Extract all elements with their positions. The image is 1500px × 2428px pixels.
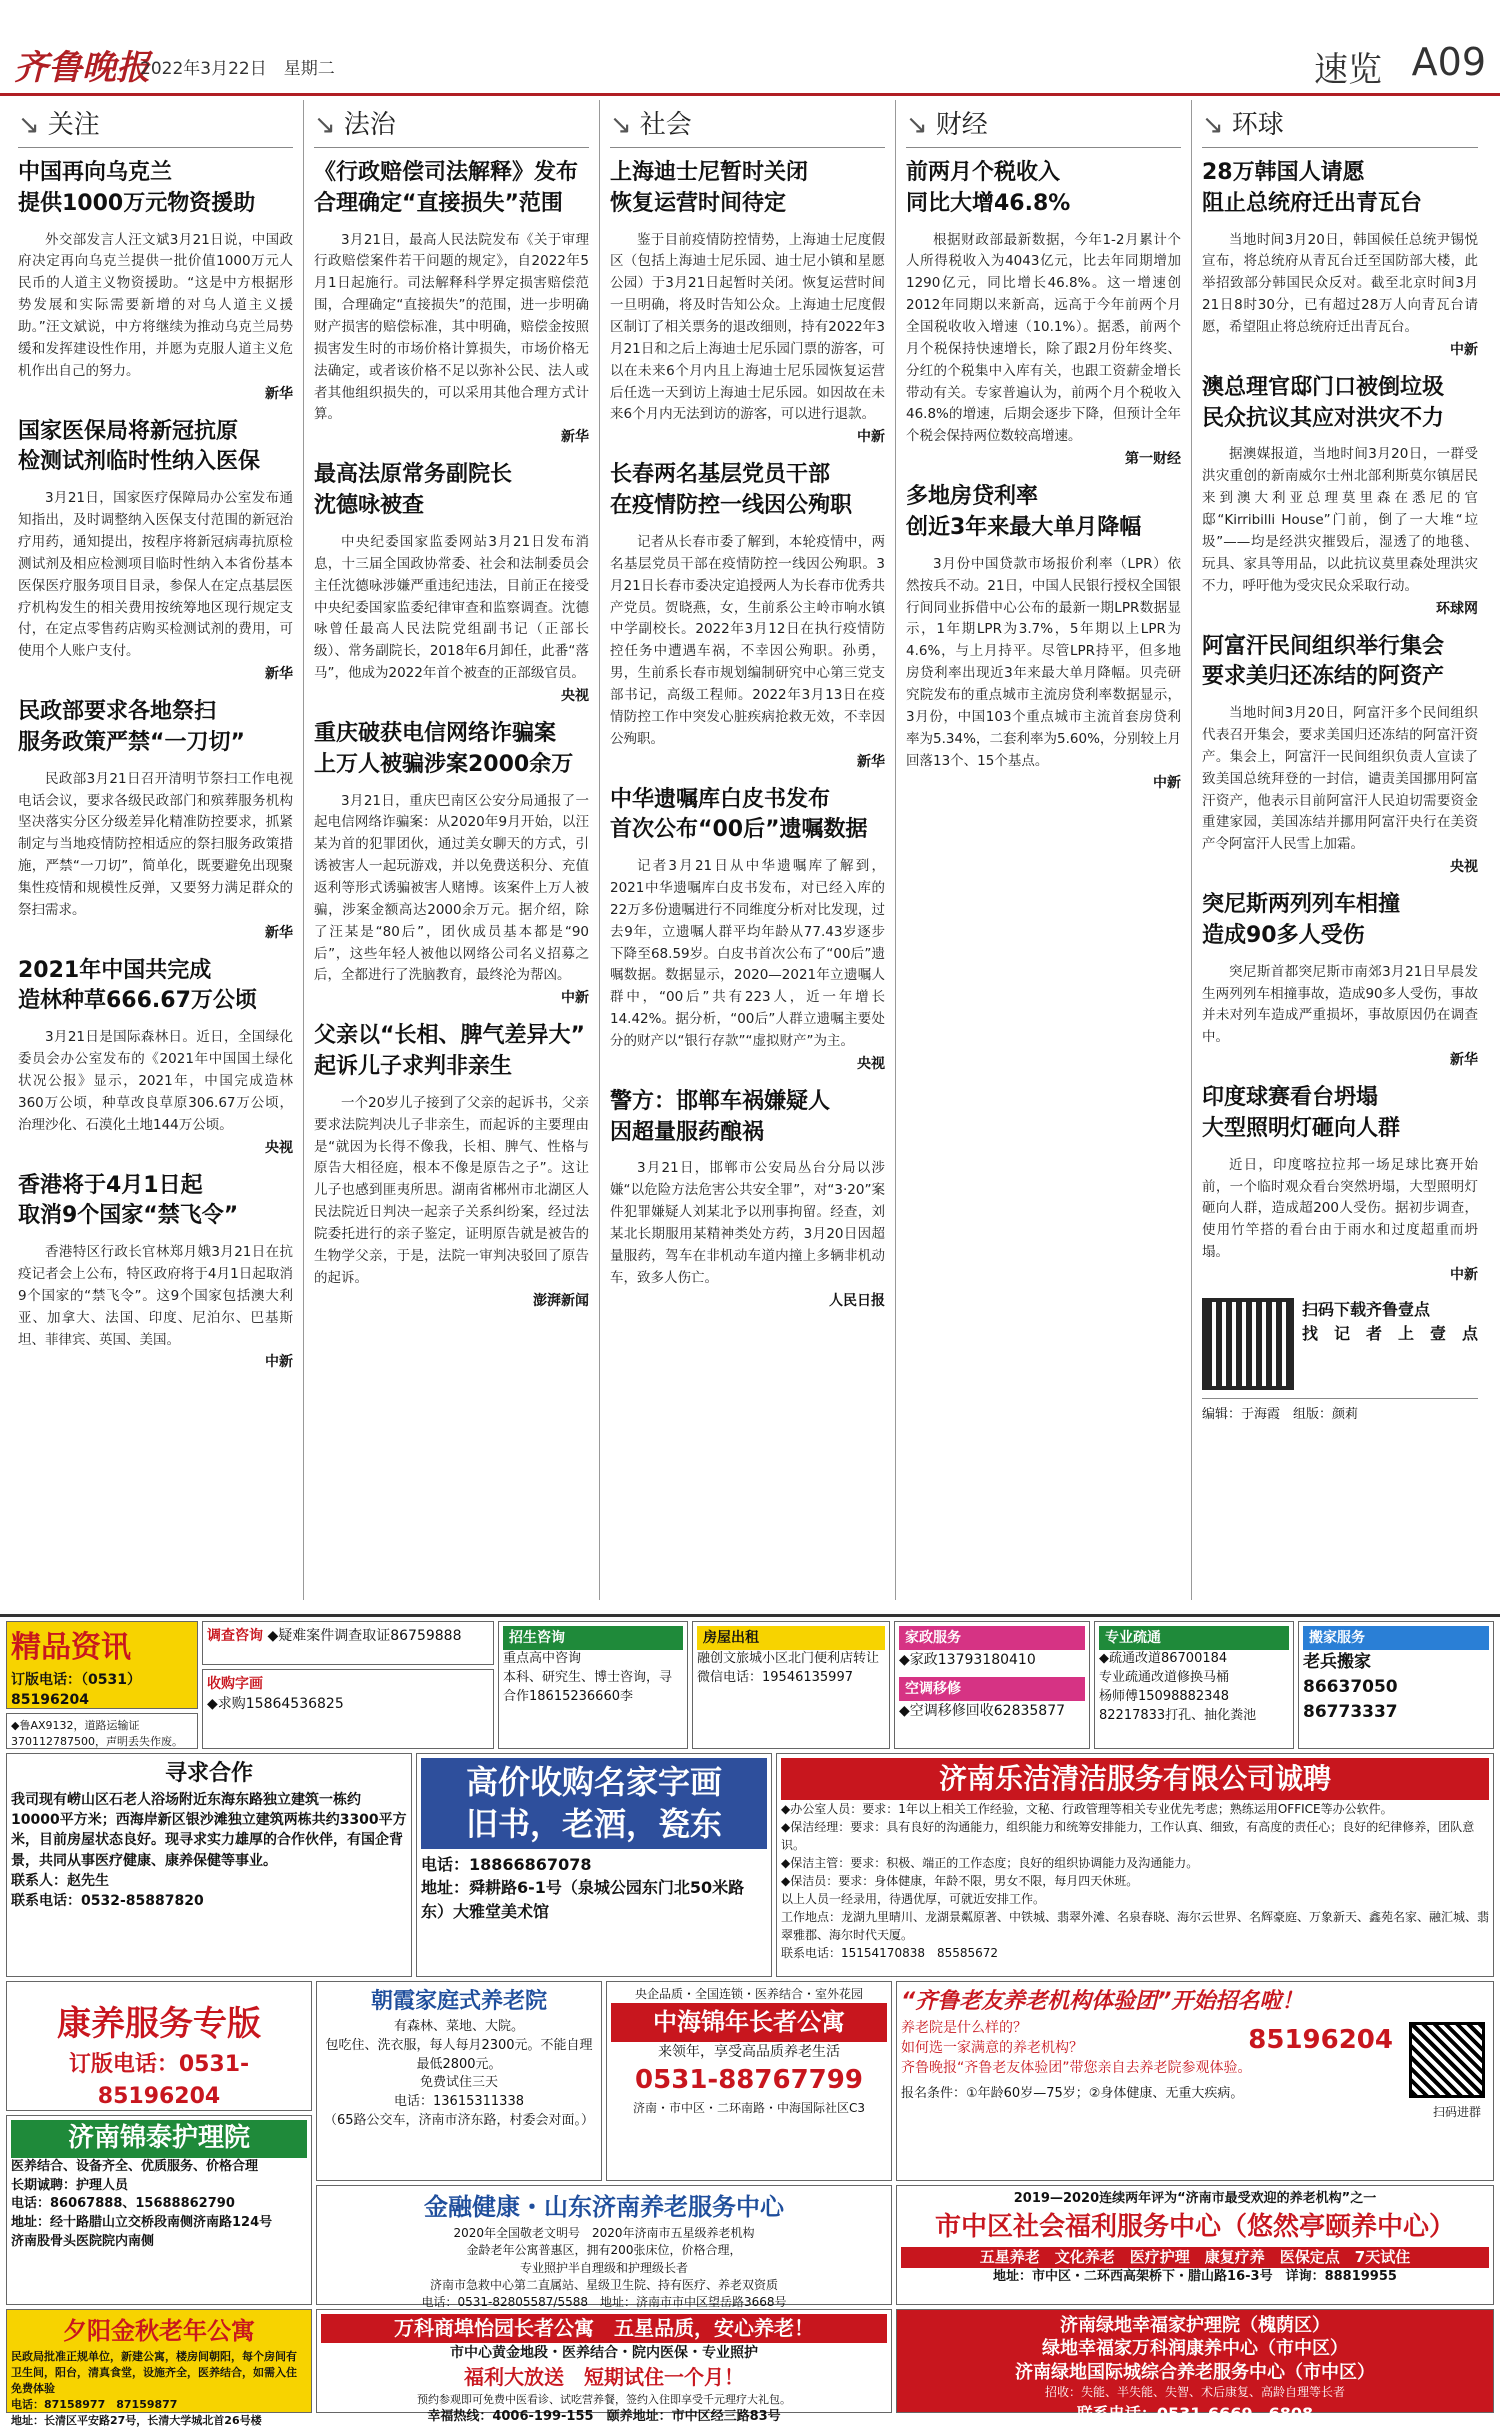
article-headline: 父亲以“长相、脾气差异大” 起诉儿子求判非亲生 [314,1023,585,1080]
ad-xiyang [6,2309,312,2427]
article [18,697,293,942]
article [314,158,589,446]
article-headline: 印度球赛看台坍塌 大型照明灯砸向人群 [1202,1085,1401,1141]
ad-lvdi-recruit: 招收：失能、半失能、失智、术后康复、高龄自理等长者 [1044,2385,1345,2400]
ad-shouguo-title: 高价收购名家字画 旧书，老酒，瓷东 [421,1758,767,1849]
article [18,158,293,403]
ad-shouhua-title: 收购字画 [207,1676,263,1692]
column-title: 环球 [1231,110,1284,140]
column-header [18,100,293,148]
article-body: 3月21日，最高人民法院发布《关于审理行政赔偿案件若干问题的规定》，自2022年5月1日起施行。司法解释科学界定损害赔偿范围，合理确定“直接损失”的范围，进一步明确财产损害的赔偿标准，其中明确，赔偿金按照损害发生时的市场价格计算损失，市场价格无法确定，或者该价格不足以弥补公民、法人或者其他组织损失的，可以采用其他合理方式计算。 [314,231,589,423]
article [1202,890,1478,1069]
article [610,460,885,770]
ads-section [0,1614,1500,2427]
ad-shouhua-text: ◆求购15864536825 [207,1696,344,1713]
ad-fangwu-title: 房屋出租 [697,1626,885,1650]
article-headline: 最高法原常务副院长 沈德咏被查 [314,462,513,519]
ad-jiazheng-text: ◆家政13793180410 [899,1652,1036,1669]
ad-lvdi-lines: 济南绿地幸福家护理院（槐荫区） 绿地幸福家万科润康养中心（市中区） 济南绿地国际城综合养老服务中心（市中区） [1015,2315,1375,2383]
column-0 [8,100,304,1600]
ad-shandong-title: 金融健康・山东济南养老服务中心 [424,2193,784,2221]
article-headline: 2021年中国共完成 造林种草666.67万公顷 [18,957,257,1014]
ad-jiazheng-title: 家政服务 [899,1626,1085,1650]
ad-shizhongqu-tags: 五星养老 文化养老 医疗护理 康复疗养 医保定点 7天试住 [901,2247,1489,2269]
article-source: 中新 [1153,775,1181,792]
ad-shouguo-text: 电话：18866867078 地址：舜耕路6-1号（泉城公园东门北50米路东）大雅堂美术馆 [421,1855,745,1921]
article-source: 第一财经 [1125,451,1181,468]
arrow-icon: ↘ [906,110,928,140]
ad-fangwu [692,1621,890,1749]
article-body: 近日，印度喀拉拉邦一场足球比赛开始前，一个临时观众看台突然坍塌，大型照明灯砸向人群，造成超200人受伤。据初步调查，使用竹竿搭的看台由于雨水和过度超重而坍塌。 [1202,1156,1478,1261]
newspaper-logo: 齐鲁晚报 [14,48,150,88]
article-body: 当地时间3月20日，阿富汗多个民间组织代表召开集会，要求美国归还冻结的阿富汗资产。集会上，阿富汗一民间组织负责人宣读了致美国总统拜登的一封信，谴责美国挪用阿富汗资产，他表示目前阿富汗人民迫切需要资金重建家园，美国冻结并挪用阿富汗央行在美资产令阿富汗人民雪上加霜。 [1202,705,1478,853]
article-body: 当地时间3月20日，韩国候任总统尹锡悦宣布，将总统府从青瓦台迁至国防部大楼，此举招致部分韩国民众反对。截至北京时间3月21日8时30分，已有超过28万人向青瓦台请愿，希望阻止将总统府迁出青瓦台。 [1202,231,1478,336]
article [18,956,293,1157]
column-header [1202,100,1478,148]
article-headline: 重庆破获电信网络诈骗案 上万人被骗涉案2000余万 [314,720,574,777]
ad-yinan-text: ◆疑难案件调查取证86759888 [267,1628,462,1644]
ad-xunqiu-text: 我司现有崂山区石老人浴场附近东海东路独立建筑一栋约10000平方米；西海岸新区银沙滩独立建筑两栋共约3300平方米，目前房屋状态良好。现寻求实力雄厚的合作伙伴，有国企背景，共同从事医疗健康、康养保健等事业。 联系人：赵先生 联系电话：0532-85887820 [11,1791,407,1910]
page-number: A09 [1411,40,1486,84]
column-header [906,100,1181,148]
ad-zhuanye-title: 专业疏通 [1099,1626,1289,1650]
article-source: 中新 [857,429,885,446]
ad-jingpin [6,1621,198,1709]
article-source: 中新 [1450,1267,1478,1284]
ad-shouhua [202,1669,494,1749]
ad-jingpin-phone: 订版电话：（0531）85196204 [11,1671,141,1708]
ad-jingpin-title: 精品资讯 [11,1630,131,1665]
article-source: 环球网 [1436,600,1478,617]
ad-shandong-text: 2020年全国敬老文明号 2020年济南市五星级养老机构 金龄老年公寓普惠区，拥有200张床位，价格合理， 专业照护半自理级和护理级长者 济南市急救中心第二直属站、星级卫生院、持有医疗、养老双资质 电话：0531-82805587/5588 地址：济南市市中区望岳路3668号 [421,2225,787,2310]
article [18,1171,293,1372]
article-headline: 警方：邯郸车祸嫌疑人 因超量服药酿祸 [610,1088,831,1145]
ad-wanke-sub: 市中心黄金地段・医养结合・院内医保・专业照护 [450,2345,758,2361]
editor-credit: 编辑：于海霞 组版：颜莉 [1202,1398,1478,1422]
article-headline: 突尼斯两列列车相撞 造成90多人受伤 [1202,892,1401,948]
qr-block [1202,1298,1478,1390]
article-body: 3月21日，重庆巴南区公安分局通报了一起电信网络诈骗案：从2020年9月开始，以汪某为首的犯罪团伙，通过美女聊天的方式，引诱被害人一起玩游戏，并以免费送积分、充值返利等形式诱骗被害人赌博。该案件上万人被骗，涉案金额高达2000余万元。据介绍，除了汪某是“80后”，团伙成员基本都是“90后”，这些年轻人被他以网络公司名义招募之后，全都进行了洗脑教育，最终沦为帮凶。 [314,792,589,984]
ad-zhonghai-sub: 来领年，享受高品质养老生活 [658,2044,840,2061]
ad-zhaosheng [498,1621,688,1749]
news-columns [8,100,1492,1600]
article-source: 人民日报 [829,1292,885,1309]
ad-zhuanye [1094,1621,1294,1749]
article-body: 记者3月21日从中华遗嘱库了解到，2021中华遗嘱库白皮书发布，对已经入库的22万多份遗嘱进行不同维度分析对比发现，过去9年，立遗嘱人群平均年龄从77.43岁逐步下降至68.59岁。白皮书首次公布了“00后”遗嘱数据。数据显示，2020—2021年立遗嘱人群中，“00后”共有223人，近一年增长14.42%。据分析，“00后”人群立遗嘱主要处分的财产以“银行存款”“虚拟财产”为主。 [610,858,885,1049]
qr-code-icon [1202,1298,1294,1390]
ad-wanke-phone: 幸福热线：4006-199-155 颐养地址：市中区经三路83号 [427,2409,781,2425]
ad-shizhongqu-title: 市中区社会福利服务中心（悠然亭颐养中心） [934,2211,1455,2242]
article-body: 3月21日，邯郸市公安局丛台分局以涉嫌“以危险方法危害公共安全罪”，对“3·20”案件犯罪嫌疑人刘某北予以刑事拘留。经查，刘某北长期服用某精神类处方药，3月20日因超量服药，驾车在非机动车道内撞上多辆非机动车，致多人伤亡。 [610,1160,885,1286]
ad-kongtiao-text: ◆空调移修回收62835877 [899,1702,1066,1719]
ad-fangwu-text: 融创文旅城小区北门便利店转让 微信电话：19546135997 [697,1651,880,1686]
ad-zhaosheng-text: 重点高中咨询 本科、研究生、博士咨询，寻合作18615236660李 [503,1651,673,1704]
ad-xiyang-title: 夕阳金秋老年公寓 [63,2317,255,2345]
article-body: 据澳媒报道，当地时间3月20日，一群受洪灾重创的新南威尔士州北部利斯莫尔镇居民来到澳大利亚总理莫里森在悉尼的官邸“Kirribilli House”门前，倒了一大堆“垃圾”——均是经洪灾摧毁后，湿透了的地毯、玩具、家具等用品，以此抗议莫里森处理洪灾不力，呼吁他为受灾民众采取行动。 [1202,446,1478,594]
article [906,158,1181,468]
ad-wanke [316,2309,892,2425]
column-2 [600,100,896,1600]
article-body: 外交部发言人汪文斌3月21日说，中国政府决定再向乌克兰提供一批价值1000万元人民币的人道主义物资援助。“这是中方根据形势发展和实际需要新增的对乌人道主义援助。”汪文斌说，中方将继续为推动乌克兰局势缓和发挥建设性作用，并愿为克服人道主义危机作出自己的努力。 [18,231,293,379]
article [610,1087,885,1310]
ad-shizhongqu [896,2185,1494,2305]
masthead [0,0,1500,96]
arrow-icon: ↘ [610,110,632,140]
article [610,158,885,446]
ad-kangyang [6,1981,312,2111]
ad-jiazheng [894,1621,1090,1749]
article [314,460,589,705]
article-source: 央视 [1450,859,1478,876]
column-header [314,100,589,148]
article-headline: 阿富汗民间组织举行集会 要求美归还冻结的阿资产 [1202,633,1445,690]
article [1202,1083,1478,1284]
article-body: 记者从长春市委了解到，本轮疫情中，两名基层党员干部在疫情防控一线因公殉职。3月21日长春市委决定追授两人为长春市优秀共产党员。贺晓燕，女，生前系公主岭市响水镇中学副校长。2022年3月12日在执行疫情防控任务中遭遇车祸，不幸因公殉职。孙勇，男，生前系长春市规划编制研究中心第三党支部书记，高级工程师。2022年3月13日在疫情防控工作中突发心脏疾病抢救无效，不幸因公殉职。 [610,533,885,747]
article-source: 中新 [1450,341,1478,358]
qr-caption: 扫码下载齐鲁壹点 找 记 者 上 壹 点 [1302,1300,1479,1344]
article-body: 3月份中国贷款市场报价利率（LPR）依然按兵不动。21日，中国人民银行授权全国银行间同业拆借中心公布的最新一期LPR数据显示，1年期LPR为3.7%，5年期以上LPR为4.6%，与上月持平。尽管LPR持平，但多地房贷利率出现近3年来最大单月降幅。贝壳研究院发布的重点城市主流房贷利率数据显示，3月份，中国103个重点城市主流首套房贷利率为5.34%，二套利率为5.60%，分别较上月回落13个、15个基点。 [906,555,1181,769]
article-headline: 《行政赔偿司法解释》发布 合理确定“直接损失”范围 [314,160,579,216]
issue-date: 2022年3月22日 星期二 [140,59,335,79]
arrow-icon: ↘ [1202,110,1224,140]
column-1 [304,100,600,1600]
ad-qilu-title: “齐鲁老友养老机构体验团”开始招名啦！ [901,1989,1304,2014]
ad-zhonghai-addr: 济南・市中区・二环南路・中海国际社区C3 [632,2101,865,2116]
article-headline: 上海迪士尼暂时关闭 恢复运营时间待定 [610,160,809,216]
column-title: 法治 [343,110,396,140]
article-headline: 澳总理官邸门口被倒垃圾 民众抗议其应对洪灾不力 [1202,374,1445,431]
ad-yinan [202,1621,494,1665]
ad-shizhongqu-top: 2019—2020连续两年评为“济南市最受欢迎的养老机构”之一 [1013,2191,1377,2206]
ad-zhaoxia [316,1981,602,2181]
column-header [610,100,885,148]
article-source: 央视 [857,1055,885,1072]
article-headline: 国家医保局将新冠抗原 检测试剂临时性纳入医保 [18,418,261,475]
article [610,785,885,1073]
article [1202,373,1478,618]
qr-code-icon [1409,2022,1485,2098]
ad-zhonghai-phone: 0531-88767799 [635,2065,863,2096]
article-body: 中央纪委国家监委网站3月21日发布消息，十三届全国政协常委、社会和法制委员会主任沈德咏涉嫌严重违纪违法，目前正在接受中央纪委国家监委纪律审查和监察调查。沈德咏曾任最高人民法院党组副书记（正部长级）、常务副院长，2018年6月卸任，此番“落马”，他成为2022年首个被查的正部级官员。 [314,533,589,682]
ad-xunqiu [6,1753,412,1977]
ad-wanke-note: 预约参观即可免费中医看诊、试吃营养餐，签约入住即享受千元理疗大礼包。 [417,2393,791,2407]
column-3 [896,100,1192,1600]
ad-zhuanye-text: ◆疏通改道86700184 专业疏通改道修换马桶 杨师傅15098882348 82217833打孔、抽化粪池 [1099,1651,1257,1723]
arrow-icon: ↘ [18,110,40,140]
ad-banjia [1298,1621,1494,1749]
article-body: 根据财政部最新数据，今年1-2月累计个人所得税收入为4043亿元，比去年同期增加1290亿元，同比增长46.8%。这一增速创2012年同期以来新高，远高于今年前两个月全国税收收入增速（10.1%）。据悉，前两个月个税保持快速增长，除了跟2月份年终奖、分红的个税集中入库有关，也跟工资薪金增长带动有关。专家普遍认为，前两个月个税收入46.8%的增速，后期会逐步下降，但预计全年个税会保持两位数较高增速。 [906,231,1181,445]
article-headline: 中国再向乌克兰 提供1000万元物资援助 [18,160,256,216]
ad-jintai [6,2115,312,2305]
ad-jintai-title: 济南锦泰护理院 [11,2120,307,2158]
ad-zhaoxia-title: 朝霞家庭式养老院 [370,1989,547,2014]
article-source: 新华 [1450,1052,1478,1069]
ad-lejie [776,1753,1494,1977]
section-name: 速览 [1314,50,1382,90]
article-headline: 民政部要求各地祭扫 服务政策严禁“一刀切” [18,699,245,755]
ad-kangyang-title: 康养服务专版 [57,2004,261,2044]
article-body: 香港特区行政长官林郑月娥3月21日在抗疫记者会上公布，特区政府将于4月1日起取消9个国家的“禁飞令”。这9个国家包括澳大利亚、加拿大、法国、印度、尼泊尔、巴基斯坦、菲律宾、英国、美国。 [18,1244,293,1348]
article [906,482,1181,792]
article-headline: 前两月个税收入 同比大增46.8% [906,160,1071,216]
ad-lvdi [896,2309,1494,2423]
article-body: 一个20岁儿子接到了父亲的起诉书，父亲要求法院判决儿子非亲生，而起诉的主要理由是“就因为长得不像我，长相、脾气、性格与原告大相径庭，根本不像是原告之子”。这让儿子也感到匪夷所思。湖南省郴州市北湖区人民法院近日判决一起亲子关系纠纷案，经过法院委托进行的亲子鉴定，证明原告就是被告的生物学父亲，于是，法院一审判决驳回了原告的起诉。 [314,1094,589,1286]
article-headline: 28万韩国人请愿 阻止总统府迁出青瓦台 [1202,160,1423,216]
ad-banjia-title: 搬家服务 [1303,1626,1489,1650]
article-source: 中新 [561,990,589,1007]
column-title: 社会 [639,110,692,140]
ad-wanke-promo: 福利大放送 短期试住一个月！ [464,2365,744,2390]
article [314,1021,589,1309]
ad-zhaosheng-title: 招生咨询 [503,1626,683,1650]
column-title: 关注 [47,110,100,140]
ad-zhonghai-top: 央企品质・全国连锁・医养结合・室外花园 [634,1987,863,2001]
column-4 [1192,100,1488,1600]
article-source: 新华 [265,666,293,683]
ad-wanke-title: 万科商埠怡园长者公寓 五星品质，安心养老！ [321,2314,887,2343]
ad-lvdi-phone: 联系电话：0531-6669 6808 [1076,2403,1314,2423]
article-source: 澎湃新闻 [533,1292,589,1309]
ad-shouguo [416,1753,772,1977]
article [1202,158,1478,359]
ad-zhonghai [606,1981,892,2181]
article-source: 新华 [561,429,589,446]
ad-qilu-scan: 扫码进群 [1432,2105,1481,2119]
article-source: 中新 [265,1354,293,1371]
article-headline: 中华遗嘱库白皮书发布 首次公布“00后”遗嘱数据 [610,786,868,843]
ad-zhonghai-title: 中海锦年长者公寓 [611,2003,887,2042]
ad-xiyang-text: 民政局批准正规单位，新建公寓，楼房间朝阳，每个房间有卫生间，阳台，清真食堂，设施齐全，医养结合，如需入住免费体验 电话：87158977 87159877 地址：长清区平安路27号，长清大学城北首26号楼 [11,2349,297,2427]
article [314,719,589,1007]
ad-jintai-text: 医养结合、设备齐全、优质服务、价格合理 长期诚聘：护理人员 电话：86067888、15688862790 地址：经十路腊山立交桥段南侧济南路124号 济南股骨头医院院内南侧 [11,2158,273,2250]
article-body: 3月21日是国际森林日。近日，全国绿化委员会办公室发布的《2021年中国国土绿化状况公报》显示，2021年，中国完成造林360万公顷，种草改良草原306.67万公顷，治理沙化、石漠化土地144万公顷。 [18,1029,293,1133]
article-source: 央视 [561,687,589,704]
ad-lejie-text: ◆办公室人员：要求：1年以上相关工作经验，文秘、行政管理等相关专业优先考虑；熟练运用OFFICE等办公软件。 ◆保洁经理：要求：具有良好的沟通能力，组织能力和统筹安排能力，工作认真、细致，有高度的责任心；良好的纪律修养，团队意识。 ◆保洁主管：要求：积极、端正的工作态度；良好的组织协调能力及沟通能力。 ◆保洁员：要求：身体健康，年龄不限，男女不限，每月四天休班。 以上人员一经录用，待遇优厚，可就近安排工作。 工作地点：龙湖九里晴川、龙湖景粼原著、中铁城、翡翠外滩、名泉春晓、海尔云世界、名辉豪庭、万象新天、鑫苑名家、融汇城、翡翠雅郡、海尔时代天厦。 联系电话：15154170838 85585672 [781,1802,1490,1960]
article-headline: 香港将于4月1日起 取消9个国家“禁飞令” [18,1172,239,1229]
ad-qilu-note: 报名条件：①年龄60岁—75岁；②身体健康、无重大疾病。 [901,2085,1244,2101]
ad-kangyang-phone: 订版电话：0531-85196204 [68,2052,250,2110]
ad-qilu-text: 养老院是什么样的？ 如何选一家满意的养老机构？ 齐鲁晚报“齐鲁老友体验团”带您亲自去养老院参观体验。 [901,2019,1252,2077]
ad-zhaoxia-text: 有森林、菜地、大院。 包吃住、洗衣服，每人每月2300元。不能自理最低2800元。 免费试住三天 电话：13615311338 （65路公交车，济南市济东路，村委会对面。） [323,2018,595,2129]
ad-xunqiu-title: 寻求合作 [164,1761,253,1786]
ad-banjia-text: 老兵搬家 86637050 86773337 [1303,1652,1398,1722]
article-source: 新华 [265,385,293,402]
ad-shandong [316,2185,892,2310]
ad-qilu [896,1981,1494,2181]
ad-lejie-title: 济南乐洁清洁服务有限公司诚聘 [781,1758,1489,1800]
column-title: 财经 [935,110,988,140]
article-body: 鉴于目前疫情防控情势，上海迪士尼度假区（包括上海迪士尼乐园、迪士尼小镇和星愿公园）于3月21日起暂时关闭。恢复运营时间一旦明确，将及时告知公众。上海迪士尼度假区制订了相关票务的退改细则，持有2022年3月21日和之后上海迪士尼乐园门票的游客，可以在未来6个月内且上海迪士尼乐园恢复运营后任选一天到访上海迪士尼乐园。如因故在未来6个月内无法到访的游客，可以进行退款。 [610,231,885,423]
ad-shizhongqu-addr: 地址：市中区・二环西高架桥下・腊山路16-3号 详询：88819955 [993,2269,1397,2285]
ad-kongtiao-title: 空调移修 [899,1677,1085,1701]
article-headline: 长春两名基层党员干部 在疫情防控一线因公殉职 [610,462,853,519]
article-source: 新华 [857,753,885,770]
ad-qilu-phone: 85196204 [1248,2025,1393,2055]
ad-yinan-tag: 调查咨询 [207,1628,263,1644]
article [18,417,293,683]
article-source: 央视 [265,1139,293,1156]
article-body: 3月21日，国家医疗保障局办公室发布通知指出，及时调整纳入医保支付范围的新冠治疗用药，通知提出，按程序将新冠病毒抗原检测试剂及相应检测项目临时性纳入本省份基本医保医疗服务项目目录，参保人在定点基层医疗机构发生的相关费用按统筹地区现行规定支付，在定点零售药店购买检测试剂的费用，可使用个人账户支付。 [18,490,293,660]
article-body: 民政部3月21日召开清明节祭扫工作电视电话会议，要求各级民政部门和殡葬服务机构坚决落实分区分级差异化精准防控要求，抓紧制定与当地疫情防控相适应的祭扫服务政策措施，严禁“一刀切”，简单化，既要避免出现聚集性疫情和规模性反弹，又要努力满足群众的祭扫需求。 [18,770,293,918]
article [1202,632,1478,877]
arrow-icon: ↘ [314,110,336,140]
article-body: 突尼斯首都突尼斯市南郊3月21日早晨发生两列列车相撞事故，造成90多人受伤，事故并未对列车造成严重损坏，事故原因仍在调查中。 [1202,963,1478,1046]
ad-lost [6,1713,198,1749]
ad-lost-text: ◆鲁AX9132，道路运输证370112787500，声明丢失作废。 [11,1719,183,1748]
article-headline: 多地房贷利率 创近3年来最大单月降幅 [906,484,1142,540]
article-source: 新华 [265,924,293,941]
